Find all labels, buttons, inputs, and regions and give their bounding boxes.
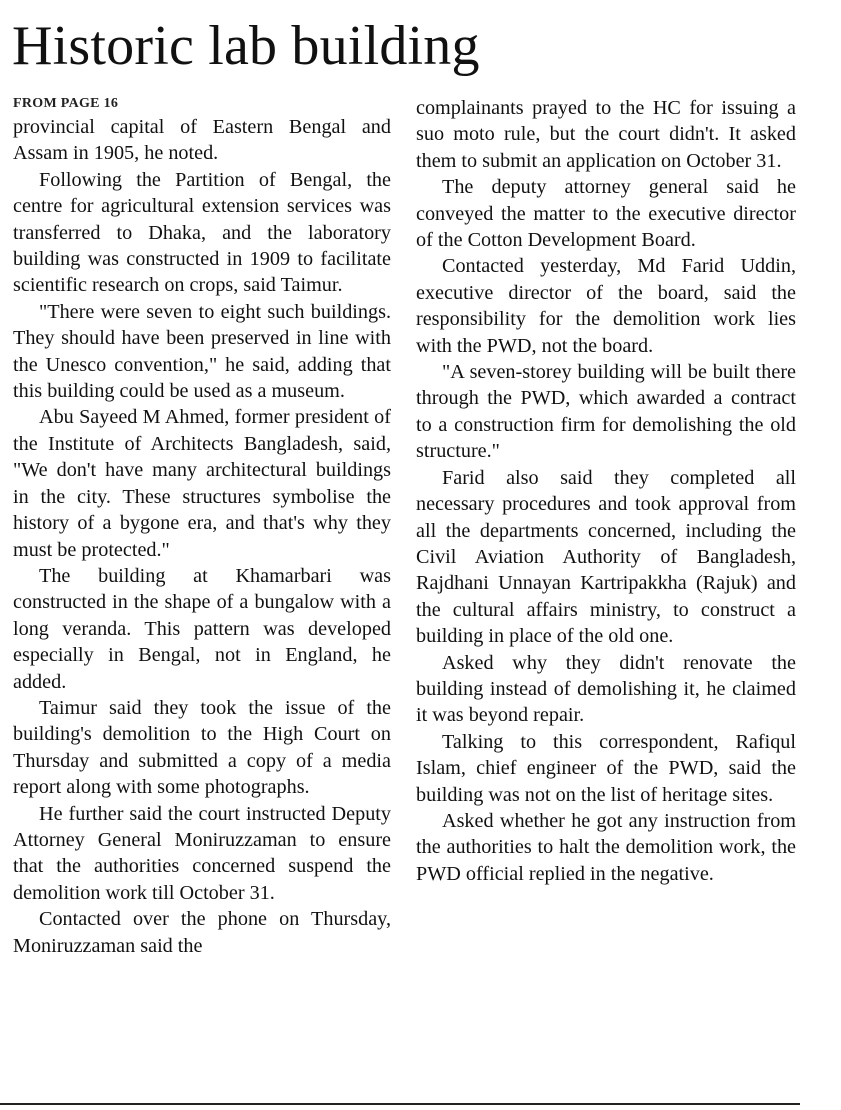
bottom-rule [0,1103,800,1105]
headline: Historic lab building [12,15,480,77]
paragraph: provincial capital of Eastern Bengal and Assam in 1905, he noted. [13,116,391,165]
paragraph: Contacted over the phone on Thursday, Moniruzzaman said the [13,908,391,957]
article-column-2 [416,95,796,887]
paragraph: He further said the court instructed Deputy Attorney General Moniruzzaman to ensure that the authorities concerned suspend the demolition work till October 31. [13,802,391,904]
paragraph: "A seven-storey building will be built there through the PWD, which awarded a contract to a construction firm for demolishing the old structure." [416,361,796,463]
paragraph: Talking to this correspondent, Rafiqul Islam, chief engineer of the PWD, said the building was not on the list of heritage sites. [416,730,796,806]
paragraph: The deputy attorney general said he conveyed the matter to the executive director of the Cotton Development Board. [416,176,796,252]
paragraph: Asked why they didn't renovate the building instead of demolishing it, he claimed it was beyond repair. [416,651,796,727]
article-column-1 [13,94,391,959]
paragraph: "There were seven to eight such buildings. They should have been preserved in line with the Unesco convention," he said, adding that this building could be used as a museum. [13,300,391,403]
jump-label: FROM PAGE 16 [13,96,119,111]
paragraph: Asked whether he got any instruction from the authorities to halt the demolition work, the PWD official replied in the negative. [416,809,796,885]
paragraph: Taimur said they took the issue of the building's demolition to the High Court on Thursday and submitted a copy of a media report along with some photographs. [13,696,391,799]
paragraph: Following the Partition of Bengal, the centre for agricultural extension services was transferred to Dhaka, and the laboratory building was constructed in 1909 to facilitate scientific research on crops, said Taimur. [13,168,391,297]
paragraph: Contacted yesterday, Md Farid Uddin, executive director of the board, said the responsibility for the demolition work lies with the PWD, not the board. [416,255,796,357]
paragraph: Farid also said they completed all necessary procedures and took approval from all the departments concerned, including the Civil Aviation Authority of Bangladesh, Rajdhani Unnayan Kartripakkha (Rajuk) and the cultural affairs ministry, to construct a building in place of the old one. [416,466,796,648]
paragraph: Abu Sayeed M Ahmed, former president of the Institute of Architects Bangladesh, said, "We don't have many architectural buildings in the city. These structures symbolise the history of a bygone era, and that's why they must be protected." [13,406,391,561]
paragraph: The building at Khamarbari was constructed in the shape of a bungalow with a long veranda. This pattern was developed especially in Bengal, not in England, he added. [13,564,391,693]
paragraph: complainants prayed to the HC for issuing a suo moto rule, but the court didn't. It asked them to submit an application on October 31. [416,97,796,172]
